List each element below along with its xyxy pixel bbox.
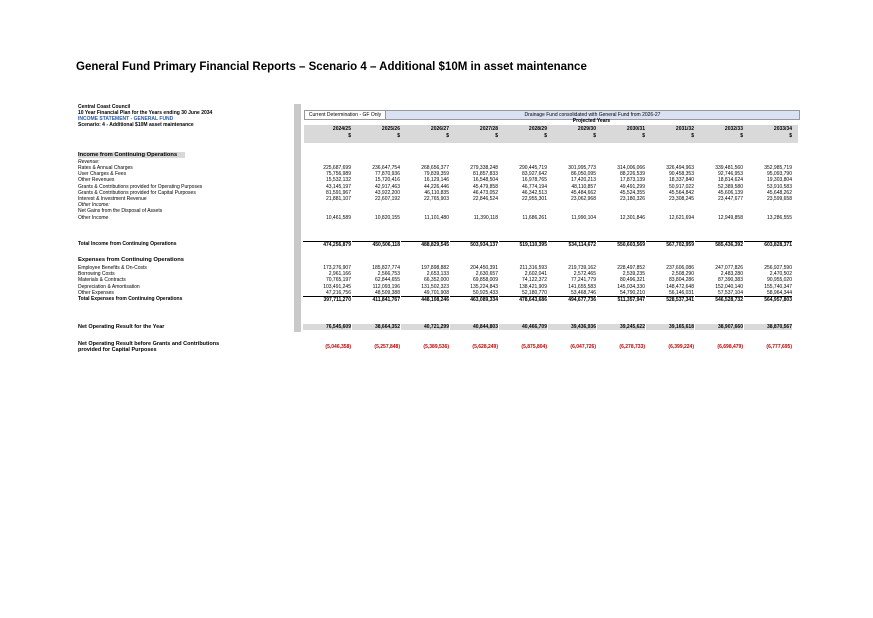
value-cell: (5,257,848) <box>374 344 400 350</box>
expense-row <box>78 271 798 277</box>
value-cell: 47,216,756 <box>325 289 351 296</box>
value-cell: 155,740,347 <box>764 283 792 290</box>
year-header: 2032/33 <box>724 126 743 132</box>
value-cell: 301,995,773 <box>568 165 596 171</box>
value-cell: 19,303,804 <box>766 177 792 184</box>
value-cell: 86,050,095 <box>570 171 596 178</box>
value-cell: 56,146,031 <box>668 289 694 296</box>
value-cell: 81,591,967 <box>325 189 351 196</box>
income-statement <box>78 104 798 354</box>
row-label: Other Revenues <box>78 177 115 184</box>
value-cell: 23,180,326 <box>619 196 645 202</box>
value-cell: (5,875,804) <box>521 344 547 350</box>
value-cell: 11,101,480 <box>424 214 449 221</box>
year-header: 2033/34 <box>773 126 792 132</box>
value-cell: 290,445,719 <box>519 165 547 171</box>
value-cell: 219,739,162 <box>568 265 596 271</box>
value-cell: 50,917,022 <box>668 183 694 190</box>
value-cell: 16,129,146 <box>423 177 449 184</box>
year-header: 2027/28 <box>479 126 498 132</box>
value-cell: 211,316,593 <box>519 265 547 271</box>
value-cell: 12,949,858 <box>717 214 743 221</box>
value-cell: 204,450,391 <box>470 265 498 271</box>
net-before-grants-row <box>78 341 798 354</box>
year-header: 2029/30 <box>577 126 596 132</box>
value-cell: 17,873,139 <box>619 177 645 184</box>
value-cell: 22,765,903 <box>423 196 449 202</box>
row-label-line: provided for Capital Purposes <box>78 347 157 354</box>
total-income-row <box>78 241 798 247</box>
value-cell: (5,389,536) <box>423 344 449 350</box>
value-cell: 236,647,754 <box>372 165 400 171</box>
value-cell: 352,985,719 <box>764 165 792 171</box>
year-header: 2030/31 <box>626 126 645 132</box>
row-label: Materials & Contracts <box>78 277 126 284</box>
value-cell: 603,828,371 <box>744 241 792 248</box>
row-label-line: Net Operating Result before Grants and Contributions <box>78 341 220 347</box>
value-cell: 79,839,359 <box>423 171 449 178</box>
value-cell: 488,829,545 <box>401 241 449 248</box>
value-cell: 519,110,395 <box>499 241 547 248</box>
value-cell: 45,648,262 <box>766 189 792 196</box>
expense-row <box>78 277 798 283</box>
row-label: Revenue: <box>78 159 100 165</box>
value-cell: 77,870,936 <box>374 171 400 178</box>
unit-label: $ <box>397 133 400 139</box>
value-cell: 44,226,446 <box>423 183 449 190</box>
value-cell: 2,470,502 <box>769 271 792 278</box>
row-label: Total Income from Continuing Operations <box>78 241 177 247</box>
unit-label: $ <box>544 133 547 139</box>
page-title: General Fund Primary Financial Reports – Scenario 4 – Additional $10M in asset maintenance <box>76 61 587 73</box>
value-cell: 503,934,137 <box>450 241 498 248</box>
value-cell: 511,357,947 <box>597 296 645 303</box>
value-cell: 38,907,660 <box>695 324 743 330</box>
org-name: Central Coast Council <box>78 104 131 110</box>
value-cell: 15,720,416 <box>374 177 400 184</box>
value-cell: 18,337,840 <box>668 177 694 184</box>
value-cell: (6,777,695) <box>766 344 792 350</box>
value-cell: 2,602,041 <box>524 271 547 278</box>
value-cell: 585,436,392 <box>695 241 743 248</box>
value-cell: 247,077,826 <box>715 265 743 271</box>
value-cell: 13,286,555 <box>766 214 792 221</box>
value-cell: 58,964,344 <box>766 289 792 296</box>
expense-row <box>78 265 798 271</box>
value-cell: 2,653,133 <box>426 271 449 278</box>
value-cell: 83,927,642 <box>521 171 547 178</box>
value-cell: 21,881,107 <box>325 196 351 202</box>
value-cell: 57,537,104 <box>717 289 743 296</box>
value-cell: 49,491,299 <box>619 183 645 190</box>
value-cell: 81,857,833 <box>472 171 498 178</box>
value-cell: 22,846,524 <box>472 196 498 202</box>
value-cell: 11,990,104 <box>571 214 596 221</box>
value-cell: 16,978,765 <box>521 177 547 184</box>
value-cell: 45,564,842 <box>668 189 694 196</box>
row-label: Other Income: <box>78 202 110 209</box>
year-header-band <box>304 125 798 143</box>
unit-label: $ <box>495 133 498 139</box>
value-cell: 77,241,779 <box>570 277 596 284</box>
value-cell: 256,927,590 <box>764 265 792 271</box>
value-cell: 54,790,210 <box>619 289 645 296</box>
value-cell: 2,508,290 <box>671 271 694 278</box>
row-label: Net Gains from the Disposal of Assets <box>78 208 163 215</box>
value-cell: 39,436,936 <box>548 324 596 330</box>
value-cell: 397,711,270 <box>303 296 351 303</box>
value-cell: 90,955,020 <box>766 277 792 284</box>
current-determination-label: Current Determination - GF Only <box>304 110 386 120</box>
other-income-row <box>78 208 798 214</box>
section-expenses-title <box>78 257 798 263</box>
income-row <box>78 171 798 177</box>
value-cell: 22,607,192 <box>374 196 400 202</box>
section-income-title <box>78 152 798 159</box>
expense-row <box>78 290 798 296</box>
value-cell: 66,352,000 <box>423 277 449 284</box>
value-cell: 494,677,736 <box>548 296 596 303</box>
value-cell: 314,006,066 <box>617 165 645 171</box>
value-cell: 18,814,624 <box>717 177 743 184</box>
value-cell: 228,497,852 <box>617 265 645 271</box>
value-cell: 52,180,770 <box>521 289 547 296</box>
value-cell: 43,145,197 <box>325 183 351 190</box>
value-cell: (6,399,224) <box>668 344 694 350</box>
value-cell: (6,698,479) <box>717 344 743 350</box>
unit-label: $ <box>691 133 694 139</box>
value-cell: 22,955,301 <box>521 196 547 202</box>
row-label: Depreciation & Amortisation <box>78 283 140 290</box>
row-label: Expenses from Continuing Operations <box>78 257 184 263</box>
value-cell: 49,701,908 <box>423 289 449 296</box>
other-income-label <box>78 202 798 208</box>
value-cell: 45,484,662 <box>570 189 596 196</box>
row-label: User Charges & Fees <box>78 171 127 178</box>
value-cell: 90,458,353 <box>668 171 694 178</box>
value-cell: 17,420,213 <box>570 177 596 184</box>
row-label: Employee Benefits & On-Costs <box>78 265 147 271</box>
unit-label: $ <box>446 133 449 139</box>
income-row <box>78 190 798 196</box>
value-cell: 197,898,882 <box>421 265 449 271</box>
value-cell: 16,548,504 <box>472 177 498 184</box>
value-cell: 38,870,567 <box>744 324 792 330</box>
value-cell: 53,910,583 <box>766 183 792 190</box>
row-label: Other Income <box>78 214 109 221</box>
value-cell: 148,472,648 <box>666 283 694 290</box>
unit-label: $ <box>789 133 792 139</box>
value-cell: 53,468,746 <box>570 289 596 296</box>
income-row <box>78 165 798 171</box>
value-cell: 46,342,513 <box>521 189 547 196</box>
value-cell: 11,686,261 <box>522 214 547 221</box>
value-cell: 46,473,052 <box>472 189 498 196</box>
value-cell: 48,110,857 <box>571 183 596 190</box>
row-label: Income from Continuing Operations <box>78 152 185 158</box>
value-cell: 45,524,355 <box>619 189 645 196</box>
value-cell: 23,599,658 <box>766 196 792 202</box>
value-cell: 88,226,539 <box>619 171 645 178</box>
statement-title: INCOME STATEMENT - GENERAL FUND <box>78 116 174 123</box>
unit-label: $ <box>348 133 351 139</box>
value-cell: 38,664,352 <box>352 324 400 330</box>
value-cell: 564,957,803 <box>744 296 792 303</box>
value-cell: 131,502,323 <box>421 283 449 290</box>
year-header: 2031/32 <box>675 126 694 132</box>
value-cell: 268,656,377 <box>421 165 449 171</box>
year-header: 2026/27 <box>430 126 449 132</box>
value-cell: 567,702,959 <box>646 241 694 248</box>
value-cell: 76,545,609 <box>303 324 351 330</box>
row-label: Interest & Investment Revenue <box>78 196 147 202</box>
value-cell: 43,922,200 <box>374 189 400 196</box>
value-cell: 45,606,139 <box>717 189 743 196</box>
value-cell: 15,532,132 <box>325 177 351 184</box>
income-row <box>78 184 798 190</box>
value-cell: 550,603,569 <box>597 241 645 248</box>
income-row <box>78 196 798 202</box>
unit-label: $ <box>740 133 743 139</box>
value-cell: 10,820,155 <box>374 214 400 221</box>
value-cell: 411,841,767 <box>352 296 400 303</box>
value-cell: 339,481,560 <box>715 165 743 171</box>
value-cell: 279,338,248 <box>470 165 498 171</box>
value-cell: 237,606,086 <box>666 265 694 271</box>
other-income-row <box>78 215 798 221</box>
unit-label: $ <box>642 133 645 139</box>
value-cell: 478,643,686 <box>499 296 547 303</box>
value-cell: 12,621,694 <box>668 214 694 221</box>
year-header: 2024/25 <box>332 126 351 132</box>
value-cell: (5,628,249) <box>472 344 498 350</box>
value-cell: 528,537,341 <box>646 296 694 303</box>
value-cell: (5,046,358) <box>325 344 351 350</box>
row-label: Total Expenses from Continuing Operations <box>78 296 183 302</box>
value-cell: 2,630,657 <box>475 271 498 278</box>
drainage-note: Drainage Fund consolidated with General Fund from 2026-27 <box>385 110 800 120</box>
row-label: Grants & Contributions provided for Operating Purposes <box>78 183 203 190</box>
value-cell: 2,961,166 <box>328 271 351 278</box>
value-cell: 2,572,465 <box>573 271 596 278</box>
value-cell: 83,804,286 <box>668 277 694 284</box>
value-cell: 138,421,909 <box>519 283 547 290</box>
value-cell: 185,827,774 <box>372 265 400 271</box>
row-label: Borrowing Costs <box>78 271 115 278</box>
total-expense-row <box>78 296 798 302</box>
value-cell: 2,539,235 <box>622 271 645 278</box>
value-cell: 48,509,388 <box>374 289 400 296</box>
value-cell: 534,114,672 <box>548 241 596 248</box>
value-cell: 448,108,246 <box>401 296 449 303</box>
value-cell: 11,390,118 <box>473 214 498 221</box>
value-cell: 546,528,732 <box>695 296 743 303</box>
value-cell: 10,461,589 <box>325 214 351 221</box>
value-cell: 12,301,846 <box>619 214 645 221</box>
value-cell: 52,389,580 <box>717 183 743 190</box>
row-label: Net Operating Result for the Year <box>78 324 165 330</box>
value-cell: 39,245,622 <box>597 324 645 330</box>
value-cell: 40,466,709 <box>499 324 547 330</box>
value-cell: 474,256,879 <box>303 241 351 248</box>
value-cell: 46,110,835 <box>424 189 449 196</box>
value-cell: 62,844,655 <box>374 277 400 284</box>
value-cell: 225,687,699 <box>323 165 351 171</box>
expense-row <box>78 284 798 290</box>
value-cell: 326,494,963 <box>666 165 694 171</box>
value-cell: 46,774,194 <box>521 183 547 190</box>
value-cell: 135,224,843 <box>470 283 498 290</box>
value-cell: 112,093,196 <box>372 283 400 290</box>
value-cell: 103,491,245 <box>323 283 351 290</box>
value-cell: 70,765,197 <box>325 277 351 284</box>
value-cell: 50,925,433 <box>472 289 498 296</box>
value-cell: 95,093,790 <box>766 171 792 178</box>
unit-label: $ <box>593 133 596 139</box>
row-label <box>78 341 219 353</box>
row-label: Rates & Annual Charges <box>78 165 133 171</box>
income-row <box>78 177 798 183</box>
value-cell: 45,479,858 <box>472 183 498 190</box>
plan-title: 10 Year Financial Plan for the Years ending 30 June 2034 <box>78 110 213 117</box>
value-cell: (6,047,726) <box>570 344 596 350</box>
value-cell: 152,040,140 <box>715 283 743 290</box>
value-cell: 40,844,803 <box>450 324 498 330</box>
value-cell: 75,756,989 <box>325 171 351 178</box>
value-cell: 69,858,009 <box>472 277 498 284</box>
value-cell: 463,089,334 <box>450 296 498 303</box>
value-cell: 173,276,907 <box>323 265 351 271</box>
value-cell: 23,447,677 <box>717 196 743 202</box>
net-result-row <box>78 324 798 330</box>
year-header: 2028/29 <box>528 126 547 132</box>
value-cell: 87,390,383 <box>717 277 743 284</box>
value-cell: (6,278,733) <box>619 344 645 350</box>
value-cell: 40,721,299 <box>401 324 449 330</box>
report-header <box>78 104 293 128</box>
value-cell: 145,034,330 <box>617 283 645 290</box>
value-cell: 2,566,753 <box>377 271 400 278</box>
value-cell: 42,917,463 <box>374 183 400 190</box>
value-cell: 450,506,118 <box>352 241 400 248</box>
year-header: 2025/26 <box>381 126 400 132</box>
projected-years-label: Projected Years <box>572 118 611 124</box>
value-cell: 74,122,372 <box>521 277 547 284</box>
scenario-title: Scenario: 4 - Additional $10M asset maintenance <box>78 122 194 129</box>
row-label: Grants & Contributions provided for Capital Purposes <box>78 189 196 196</box>
value-cell: 23,308,245 <box>668 196 694 202</box>
value-cell: 92,746,953 <box>717 171 743 178</box>
value-cell: 39,165,618 <box>646 324 694 330</box>
value-cell: 141,655,583 <box>568 283 596 290</box>
value-cell: 80,496,321 <box>619 277 645 284</box>
value-cell: 23,062,968 <box>570 196 596 202</box>
value-cell: 2,483,280 <box>720 271 743 278</box>
row-label: Other Expenses <box>78 289 114 296</box>
